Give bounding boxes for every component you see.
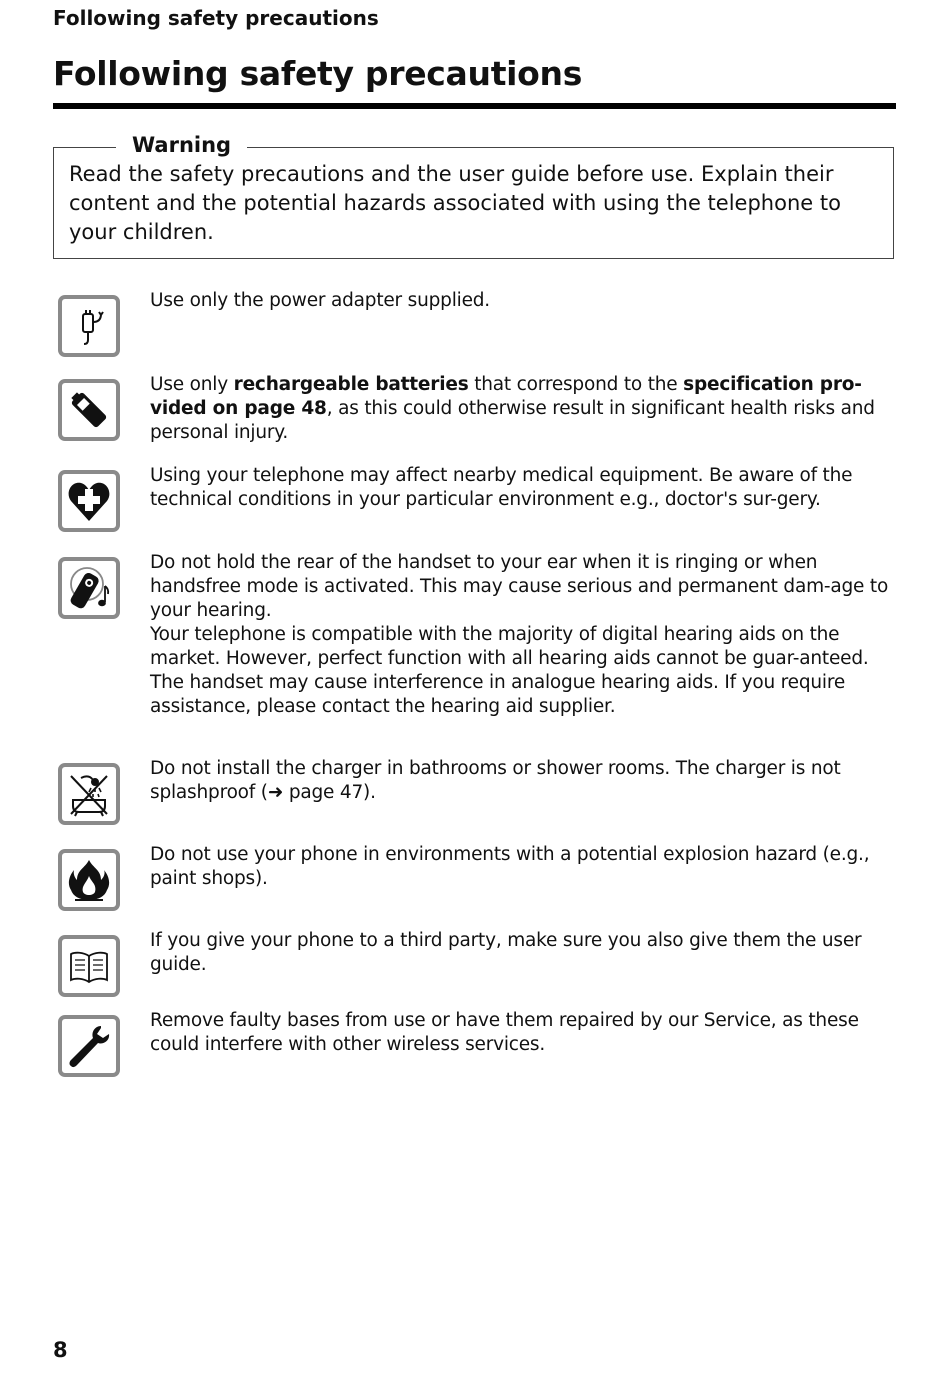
explosion-flame-icon	[58, 849, 120, 911]
wrench-icon	[58, 1015, 120, 1077]
page-title: Following safety precautions	[53, 54, 583, 93]
power-adapter-icon	[58, 295, 120, 357]
running-header: Following safety precautions	[53, 6, 379, 30]
item-text: If you give your phone to a third party, make sure you also give them the user guide.	[150, 930, 862, 975]
ringing-handset-icon	[58, 557, 120, 619]
no-shower-icon	[58, 763, 120, 825]
item-text: Using your telephone may affect nearby medical equipment. Be aware of the technical conditions in your particular environment e.g., doctor's sur-gery.	[150, 465, 853, 510]
title-rule	[53, 103, 896, 109]
arrow-icon: ➜	[267, 782, 284, 803]
warning-label: Warning	[116, 133, 247, 157]
item-text: Use only the power adapter supplied.	[150, 290, 490, 311]
item-text: Remove faulty bases from use or have them repaired by our Service, as these could interfere with other wireless services.	[150, 1010, 859, 1055]
medical-heart-icon	[58, 470, 120, 532]
user-guide-book-icon	[58, 935, 120, 997]
item-text: Do not hold the rear of the handset to your ear when it is ringing or when handsfree mode is activated. This may cause serious and permanent dam-age to your hearing. Your telephone is compatible with the majority of digital hearing aids on the market. However, perfect function with all hearing aids cannot be guar-anteed. The handset may cause interference in analogue hearing aids. If you require assistance, please contact the hearing aid supplier.	[150, 552, 889, 717]
warning-text: Read the safety precautions and the user guide before use. Explain their content and the potential hazards associated with using the telephone to your children.	[69, 162, 841, 244]
item-text: Do not use your phone in environments with a potential explosion hazard (e.g., paint shops).	[150, 844, 870, 889]
page-number: 8	[53, 1338, 68, 1362]
item-text: Do not install the charger in bathrooms or shower rooms. The charger is not splashproof (➜ page 47).	[150, 758, 841, 803]
battery-icon	[58, 379, 120, 441]
item-text: Use only rechargeable batteries that correspond to the specification pro-vided on page 48, as this could otherwise result in significant health risks and personal injury.	[150, 374, 875, 443]
